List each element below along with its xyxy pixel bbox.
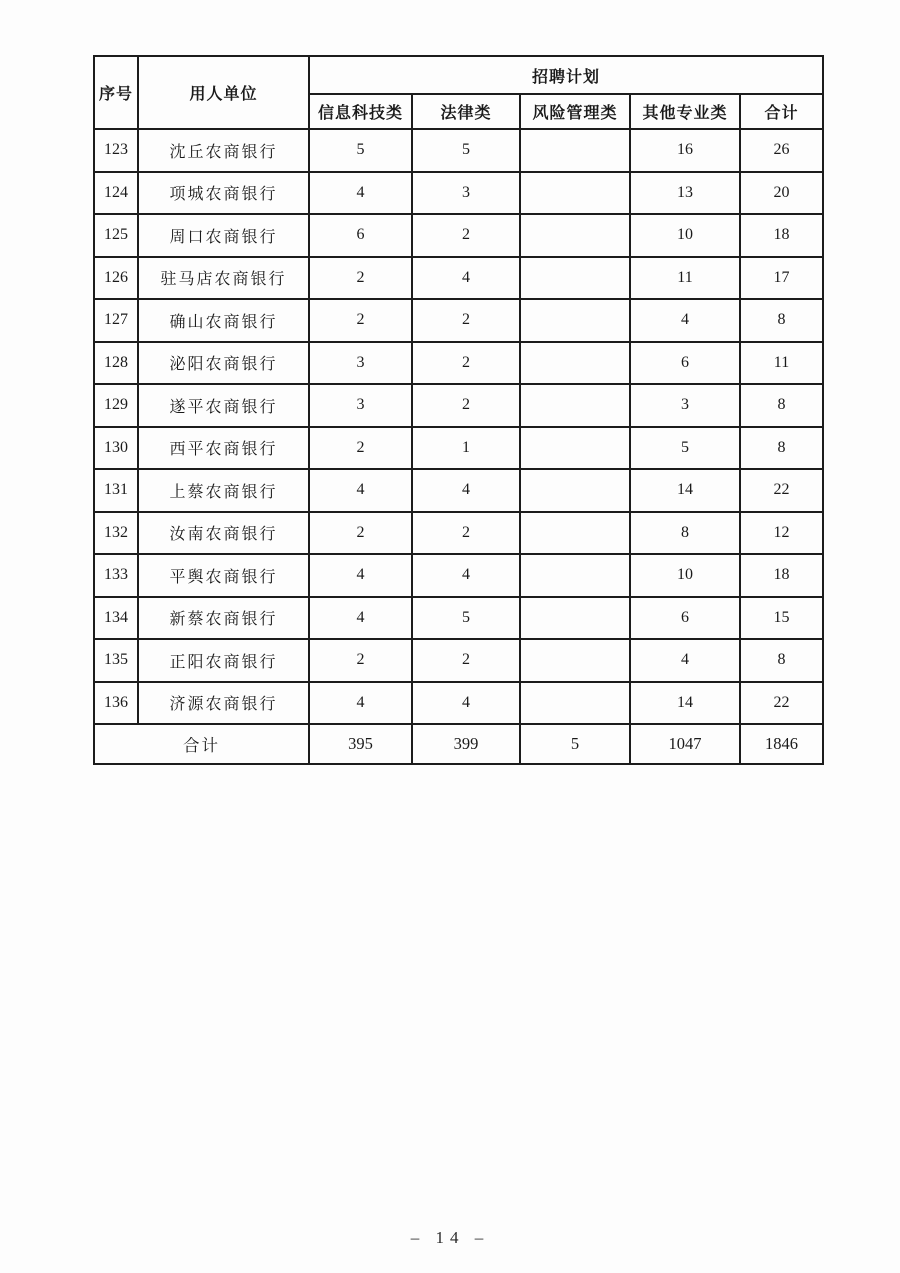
row-risk-count [520,682,630,725]
row-law-count: 5 [412,597,520,640]
row-total-count: 8 [740,384,823,427]
total-label: 合计 [94,724,309,764]
row-risk-count [520,469,630,512]
table-footer [94,724,823,764]
row-law-count: 4 [412,257,520,300]
row-law-count: 3 [412,172,520,215]
row-employer: 泌阳农商银行 [138,342,309,385]
row-serial: 135 [94,639,138,682]
row-risk-count [520,342,630,385]
row-it-count: 3 [309,342,412,385]
row-risk-count [520,129,630,172]
row-risk-count [520,639,630,682]
header-category-other: 其他专业类 [630,94,740,129]
header-row-group [94,56,823,94]
row-employer: 周口农商银行 [138,214,309,257]
row-it-count: 3 [309,384,412,427]
recruitment-plan-table [93,55,824,765]
row-other-count: 8 [630,512,740,555]
row-it-count: 4 [309,469,412,512]
row-other-count: 5 [630,427,740,470]
row-serial: 134 [94,597,138,640]
total-other: 1047 [630,724,740,764]
row-employer: 新蔡农商银行 [138,597,309,640]
row-total-count: 8 [740,639,823,682]
table-row [94,342,823,385]
row-employer: 沈丘农商银行 [138,129,309,172]
table-row [94,172,823,215]
total-total: 1846 [740,724,823,764]
row-it-count: 5 [309,129,412,172]
header-category-it: 信息科技类 [309,94,412,129]
row-law-count: 4 [412,469,520,512]
header-category-risk: 风险管理类 [520,94,630,129]
row-total-count: 17 [740,257,823,300]
row-employer: 项城农商银行 [138,172,309,215]
row-risk-count [520,554,630,597]
row-law-count: 2 [412,214,520,257]
row-total-count: 18 [740,554,823,597]
table-row [94,639,823,682]
row-total-count: 11 [740,342,823,385]
row-employer: 西平农商银行 [138,427,309,470]
row-law-count: 2 [412,384,520,427]
row-employer: 上蔡农商银行 [138,469,309,512]
row-risk-count [520,172,630,215]
row-law-count: 5 [412,129,520,172]
row-employer: 济源农商银行 [138,682,309,725]
header-category-law: 法律类 [412,94,520,129]
row-serial: 133 [94,554,138,597]
header-plan-group: 招聘计划 [309,56,823,94]
table-row [94,469,823,512]
row-employer: 正阳农商银行 [138,639,309,682]
row-law-count: 2 [412,342,520,385]
row-total-count: 26 [740,129,823,172]
row-other-count: 4 [630,639,740,682]
row-other-count: 10 [630,554,740,597]
table-row [94,129,823,172]
row-total-count: 8 [740,299,823,342]
row-it-count: 2 [309,299,412,342]
row-it-count: 2 [309,427,412,470]
row-other-count: 14 [630,682,740,725]
row-total-count: 22 [740,682,823,725]
row-total-count: 8 [740,427,823,470]
row-total-count: 20 [740,172,823,215]
row-serial: 129 [94,384,138,427]
row-serial: 127 [94,299,138,342]
row-law-count: 4 [412,554,520,597]
table-row [94,554,823,597]
header-serial: 序号 [94,56,138,129]
row-employer: 驻马店农商银行 [138,257,309,300]
table-body [94,129,823,724]
row-serial: 128 [94,342,138,385]
row-law-count: 1 [412,427,520,470]
row-it-count: 2 [309,512,412,555]
row-total-count: 18 [740,214,823,257]
table-row [94,257,823,300]
row-serial: 132 [94,512,138,555]
row-other-count: 11 [630,257,740,300]
row-serial: 131 [94,469,138,512]
table-row [94,512,823,555]
row-total-count: 12 [740,512,823,555]
total-law: 399 [412,724,520,764]
row-other-count: 16 [630,129,740,172]
row-serial: 136 [94,682,138,725]
row-risk-count [520,214,630,257]
row-other-count: 13 [630,172,740,215]
total-it: 395 [309,724,412,764]
row-risk-count [520,427,630,470]
row-total-count: 22 [740,469,823,512]
row-risk-count [520,597,630,640]
row-employer: 汝南农商银行 [138,512,309,555]
row-law-count: 2 [412,299,520,342]
row-law-count: 2 [412,512,520,555]
row-other-count: 3 [630,384,740,427]
row-serial: 126 [94,257,138,300]
row-it-count: 4 [309,682,412,725]
row-law-count: 2 [412,639,520,682]
row-it-count: 2 [309,257,412,300]
row-risk-count [520,257,630,300]
row-employer: 平舆农商银行 [138,554,309,597]
header-employer: 用人单位 [138,56,309,129]
row-law-count: 4 [412,682,520,725]
row-risk-count [520,384,630,427]
row-it-count: 6 [309,214,412,257]
row-other-count: 14 [630,469,740,512]
total-risk: 5 [520,724,630,764]
page-number: – 14 – [410,1228,490,1247]
row-other-count: 6 [630,342,740,385]
table-header [94,56,823,129]
row-serial: 130 [94,427,138,470]
row-other-count: 10 [630,214,740,257]
table-row [94,427,823,470]
row-employer: 确山农商银行 [138,299,309,342]
row-employer: 遂平农商银行 [138,384,309,427]
table-row [94,299,823,342]
row-serial: 125 [94,214,138,257]
row-total-count: 15 [740,597,823,640]
row-serial: 123 [94,129,138,172]
row-risk-count [520,299,630,342]
table-row [94,682,823,725]
row-it-count: 4 [309,172,412,215]
table-row [94,384,823,427]
row-serial: 124 [94,172,138,215]
row-it-count: 4 [309,554,412,597]
row-it-count: 4 [309,597,412,640]
total-row [94,724,823,764]
row-it-count: 2 [309,639,412,682]
row-risk-count [520,512,630,555]
row-other-count: 6 [630,597,740,640]
row-other-count: 4 [630,299,740,342]
table-row [94,214,823,257]
header-category-total: 合计 [740,94,823,129]
table-row [94,597,823,640]
